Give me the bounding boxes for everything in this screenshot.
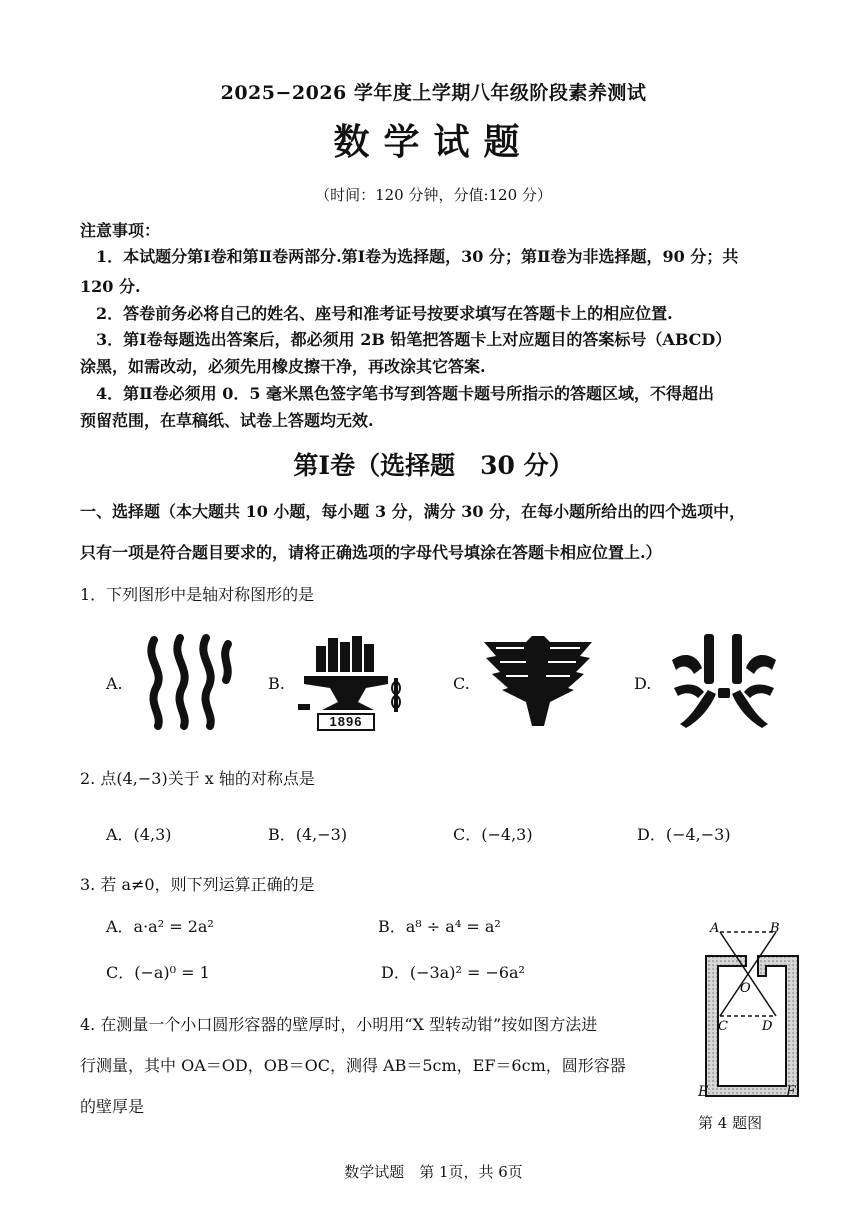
- q4-label-f: F: [786, 1084, 796, 1100]
- subject-title: 数学试题: [333, 121, 534, 163]
- q1-figure-c-eagle: [484, 636, 592, 728]
- q1-label-a: A.: [106, 674, 123, 693]
- page-footer: 数学试题 第 1页，共 6页: [344, 1163, 523, 1181]
- q4-figure-caption: 第 4 题图: [698, 1114, 763, 1132]
- q1-label-c: C.: [453, 674, 470, 693]
- q4-label-d: D: [762, 1019, 773, 1034]
- q4-figure-x-caliper: [696, 920, 808, 1100]
- q4-label-a: A: [710, 921, 720, 936]
- section-title: 第Ⅰ卷（选择题 30 分）: [293, 451, 574, 480]
- q2-option-d: D．(−4,−3): [637, 825, 731, 844]
- exam-line: 2025−2026 学年度上学期八年级阶段素养测试: [220, 82, 647, 104]
- q4-stem-line-3: 的壁厚是: [80, 1097, 145, 1116]
- section-instruction-line-2: 只有一项是符合题目要求的，请将正确选项的字母代号填涂在答题卡相应位置上.）: [80, 543, 662, 562]
- section-instruction-line-1: 一、选择题（本大题共 10 小题，每小题 3 分，满分 30 分，在每小题所给出的四个选项中，: [80, 502, 746, 521]
- notice-item-3-line-2: 涂黑，如需改动，必须先用橡皮擦干净，再改涂其它答案.: [80, 357, 486, 376]
- q3-stem: 3. 若 a≠0，则下列运算正确的是: [80, 875, 315, 894]
- q3-option-c: C．(−a)⁰ = 1: [106, 963, 210, 982]
- notice-item-1-line-1: 1．本试题分第Ⅰ卷和第Ⅱ卷两部分.第Ⅰ卷为选择题，30 分；第Ⅱ卷为非选择题，90 分；共: [96, 247, 739, 266]
- q4-label-o: O: [740, 981, 751, 996]
- q3-option-b: B．a⁸ ÷ a⁴ = a²: [378, 917, 501, 936]
- notice-item-4-line-1: 4．第Ⅱ卷必须用 0．5 毫米黑色签字笔书写到答题卡题号所指示的答题区域，不得超出: [96, 384, 715, 403]
- q1-badge-year: 1896: [329, 714, 363, 729]
- q4-label-c: C: [718, 1019, 728, 1034]
- q4-label-e: E: [698, 1084, 709, 1100]
- q2-option-b: B．(4,−3): [268, 825, 348, 844]
- time-score: （时间：120 分钟，分值:120 分）: [315, 186, 552, 204]
- q3-option-d: D．(−3a)² = −6a²: [381, 963, 525, 982]
- q1-figure-a-wavy-lines: [140, 630, 235, 730]
- q4-label-b: B: [770, 921, 780, 936]
- q4-stem-line-2: 行测量，其中 OA＝OD，OB＝OC，测得 AB＝5cm，EF＝6cm，圆形容器: [80, 1056, 626, 1075]
- q2-option-c: C．(−4,3): [453, 825, 533, 844]
- notice-item-3-line-1: 3．第Ⅰ卷每题选出答案后，都必须用 2B 铅笔把答题卡上对应题目的答案标号（ABCD）: [96, 330, 732, 349]
- q1-figure-d-glyph: [668, 630, 780, 730]
- q3-option-a: A．a·a² = 2a²: [106, 917, 214, 936]
- notice-item-1-line-2: 120 分.: [80, 277, 141, 296]
- notice-heading: 注意事项：: [80, 221, 161, 240]
- notice-item-4-line-2: 预留范围，在草稿纸、试卷上答题均无效.: [80, 411, 374, 430]
- notice-item-2: 2．答卷前务必将自己的姓名、座号和准考证号按要求填写在答题卡上的相应位置.: [96, 304, 673, 323]
- q4-stem-line-1: 4. 在测量一个小口圆形容器的壁厚时，小明用“X 型转动钳”按如图方法进: [80, 1015, 598, 1034]
- q2-stem: 2. 点(4,−3)关于 x 轴的对称点是: [80, 769, 315, 788]
- q1-stem: 1．下列图形中是轴对称图形的是: [80, 585, 315, 604]
- q1-label-d: D.: [634, 674, 652, 693]
- q2-option-a: A．(4,3): [106, 825, 172, 844]
- q1-label-b: B.: [268, 674, 285, 693]
